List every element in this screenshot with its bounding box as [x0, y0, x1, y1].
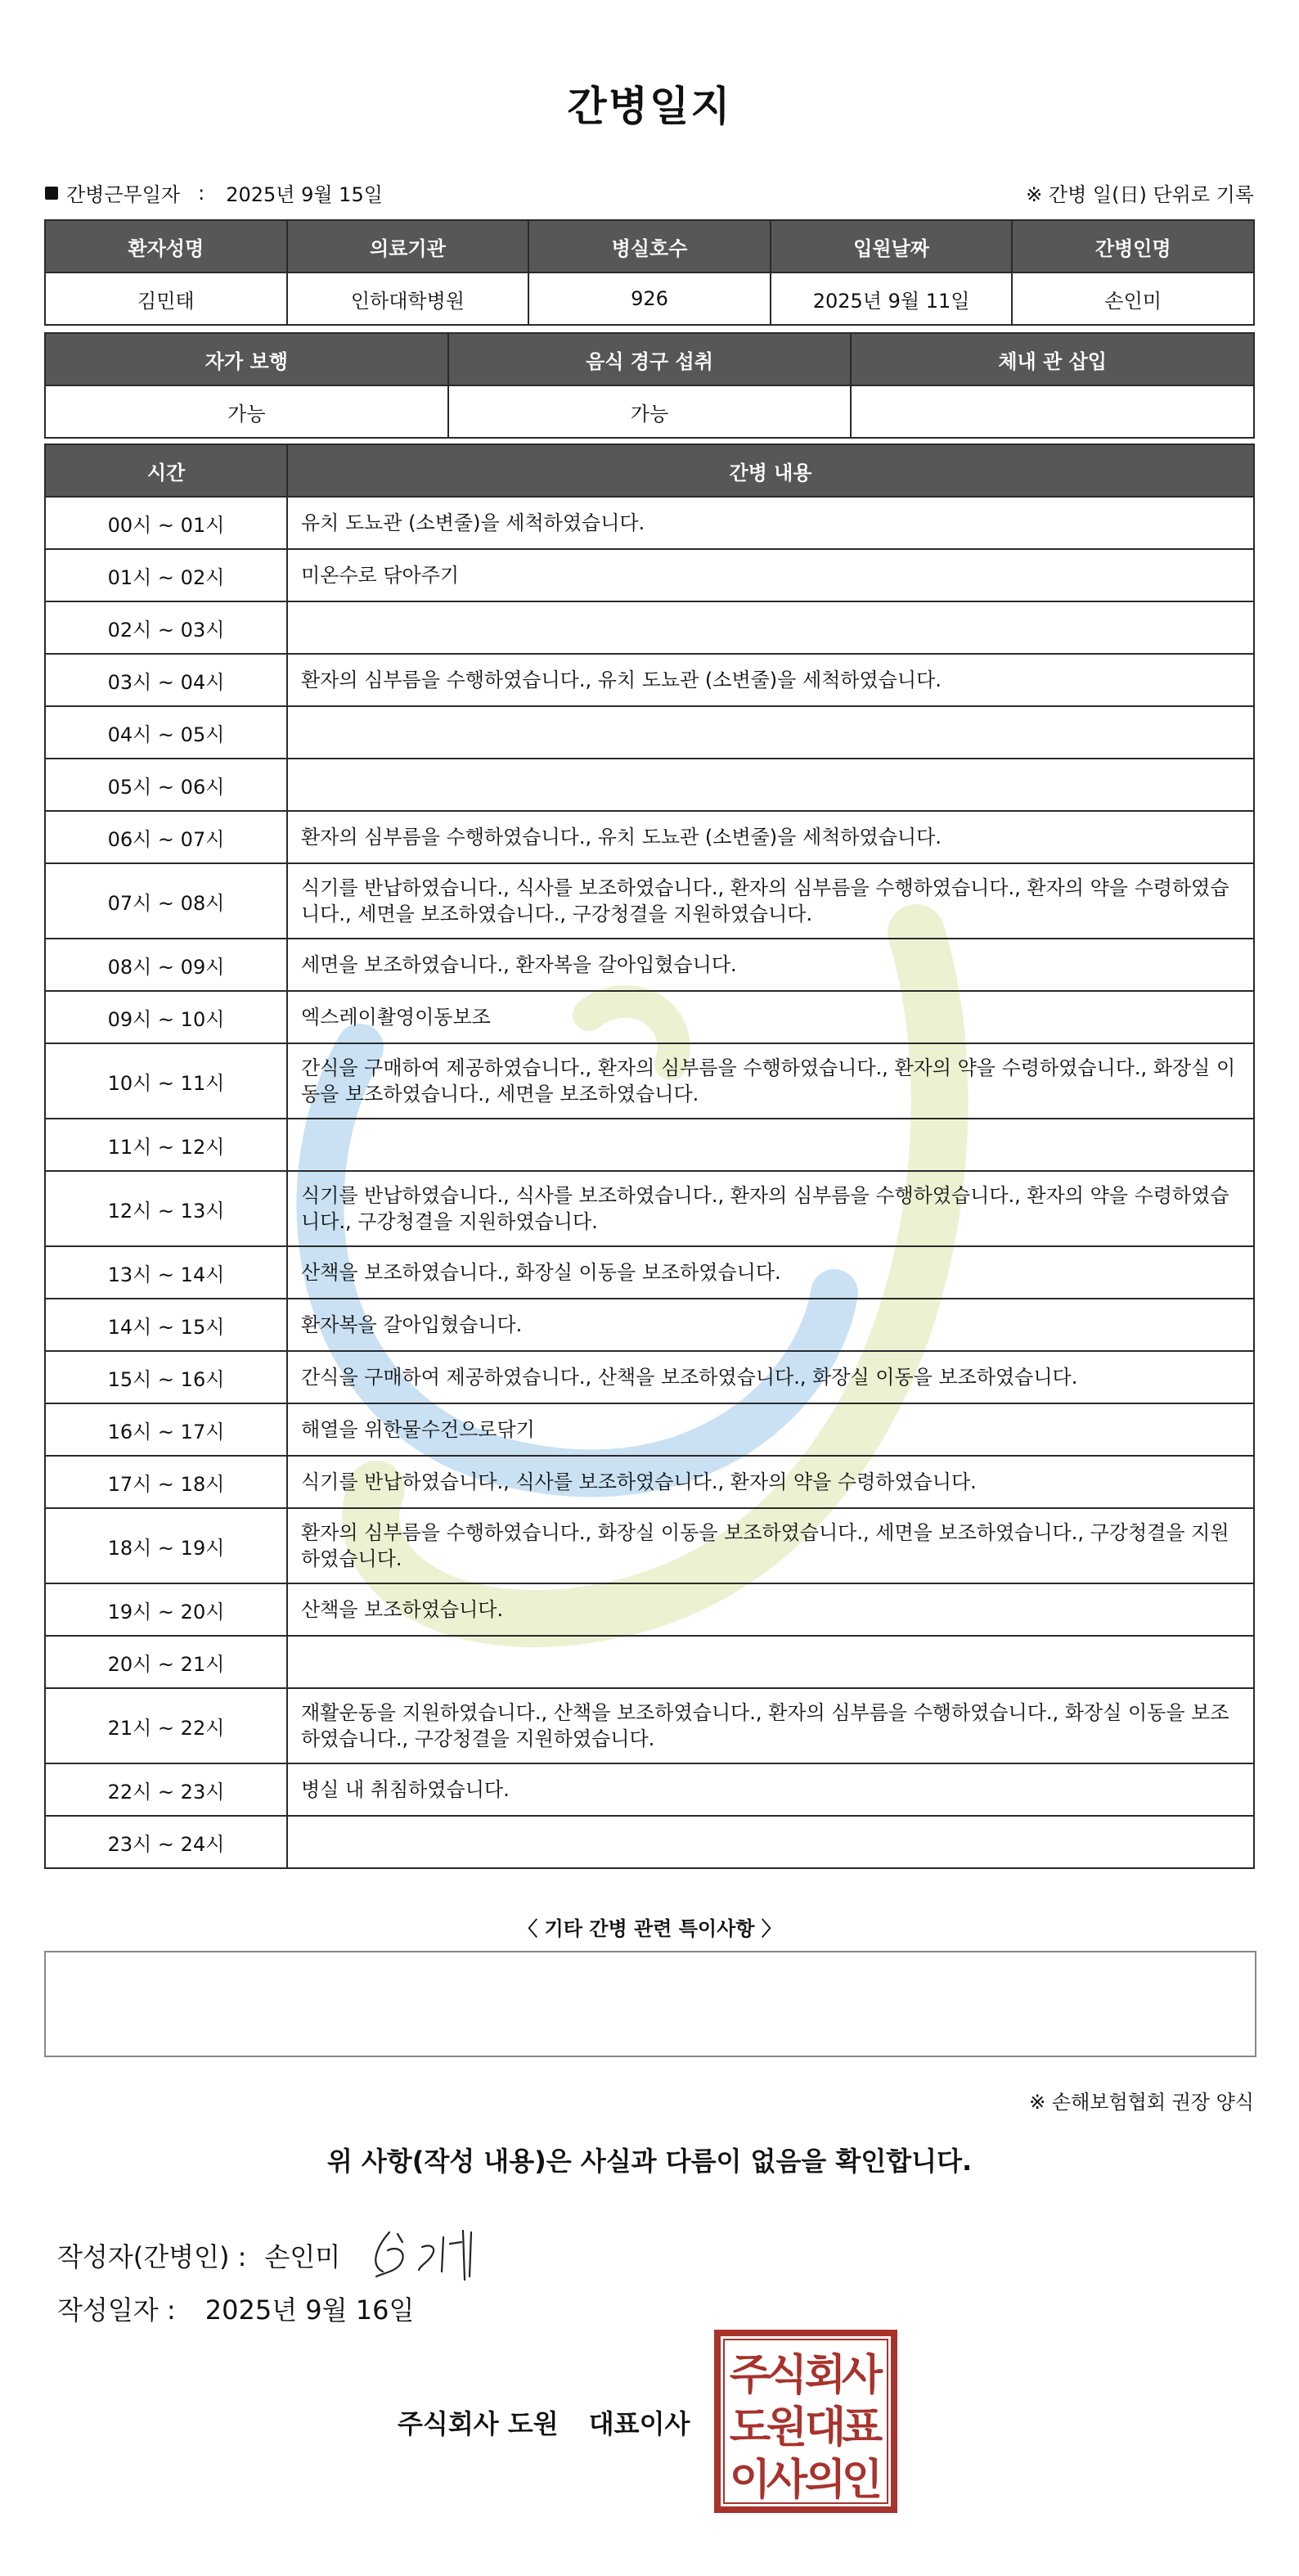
log-content — [287, 1636, 1254, 1688]
record-unit-note: ※ 간병 일(日) 단위로 기록 — [1026, 183, 1254, 206]
table-row — [45, 1351, 1254, 1403]
writer-name: 손인미 — [264, 2241, 341, 2272]
log-content: 미온수로 닦아주기 — [287, 549, 1254, 601]
svg-text:사: 사 — [766, 2456, 808, 2505]
log-content: 산책을 보조하였습니다., 화장실 이동을 보조하였습니다. — [287, 1246, 1254, 1299]
log-content: 식기를 반납하였습니다., 식사를 보조하였습니다., 환자의 심부름을 수행하였습니다., 환자의 약을 수령하였습니다., 세면을 보조하였습니다., 구강청결을 지원하였습니다. — [287, 863, 1254, 939]
header-care-content: 간병 내용 — [287, 444, 1254, 497]
admission-date: 2025년 9월 11일 — [771, 272, 1013, 325]
tube-insertion — [851, 385, 1254, 438]
table-row — [45, 1171, 1254, 1246]
svg-text:의: 의 — [804, 2456, 847, 2505]
company-ceo-title: 대표이사 — [588, 2408, 690, 2439]
log-time: 04시 ~ 05시 — [45, 706, 287, 759]
table-row — [45, 1763, 1254, 1816]
log-content — [287, 1119, 1254, 1171]
header-caregiver: 간병인명 — [1012, 220, 1254, 272]
table-row — [45, 939, 1254, 991]
table-row — [45, 759, 1254, 811]
svg-text:식: 식 — [766, 2351, 808, 2400]
log-time: 07시 ~ 08시 — [45, 863, 287, 939]
log-content: 간식을 구매하여 제공하였습니다., 산책을 보조하였습니다., 화장실 이동을 보조하였습니다. — [287, 1351, 1254, 1403]
log-content: 해열을 위한물수건으로닦기 — [287, 1403, 1254, 1456]
log-content: 유치 도뇨관 (소변줄)을 세척하였습니다. — [287, 497, 1254, 549]
svg-text:사: 사 — [841, 2351, 883, 2400]
log-time: 16시 ~ 17시 — [45, 1403, 287, 1456]
header-oral-intake: 음식 경구 섭취 — [448, 333, 852, 385]
table-row — [45, 497, 1254, 549]
work-date-value: 2025년 9월 15일 — [226, 183, 383, 206]
table-row — [45, 1246, 1254, 1299]
table-row — [45, 1043, 1254, 1119]
written-date-value: 2025년 9월 16일 — [205, 2295, 415, 2326]
log-time: 12시 ~ 13시 — [45, 1171, 287, 1246]
header-patient-name: 환자성명 — [45, 220, 287, 272]
log-content: 엑스레이촬영이동보조 — [287, 991, 1254, 1043]
company-seal-stamp — [713, 2329, 898, 2514]
svg-text:주: 주 — [729, 2351, 771, 2400]
log-content: 식기를 반납하였습니다., 식사를 보조하였습니다., 환자의 약을 수령하였습니다. — [287, 1456, 1254, 1508]
log-time: 10시 ~ 11시 — [45, 1043, 287, 1119]
header-hospital: 의료기관 — [287, 220, 529, 272]
table-row — [45, 1299, 1254, 1351]
table-row — [45, 1403, 1254, 1456]
caregiver-name: 손인미 — [1012, 272, 1254, 325]
patient-info-table — [44, 219, 1255, 326]
table-row — [45, 811, 1254, 863]
log-content: 환자의 심부름을 수행하였습니다., 화장실 이동을 보조하였습니다., 세면을 보조하였습니다., 구강청결을 지원하였습니다. — [287, 1508, 1254, 1583]
log-time: 18시 ~ 19시 — [45, 1508, 287, 1583]
log-content — [287, 706, 1254, 759]
log-time: 00시 ~ 01시 — [45, 497, 287, 549]
log-content: 환자의 심부름을 수행하였습니다., 유치 도뇨관 (소변줄)을 세척하였습니다. — [287, 654, 1254, 706]
care-log-table — [44, 444, 1255, 1869]
confirmation-statement: 위 사항(작성 내용)은 사실과 다름이 없음을 확인합니다. — [326, 2146, 973, 2177]
svg-text:원: 원 — [766, 2403, 808, 2452]
header-admission-date: 입원날짜 — [771, 220, 1013, 272]
log-content: 환자복을 갈아입혔습니다. — [287, 1299, 1254, 1351]
log-time: 05시 ~ 06시 — [45, 759, 287, 811]
ability-table — [44, 332, 1255, 439]
table-row — [45, 654, 1254, 706]
svg-text:이: 이 — [729, 2456, 771, 2505]
svg-text:표: 표 — [841, 2403, 883, 2452]
oral-intake: 가능 — [448, 385, 852, 438]
log-time: 17시 ~ 18시 — [45, 1456, 287, 1508]
log-content: 식기를 반납하였습니다., 식사를 보조하였습니다., 환자의 심부름을 수행하였습니다., 환자의 약을 수령하였습니다., 구강청결을 지원하였습니다. — [287, 1171, 1254, 1246]
log-time: 14시 ~ 15시 — [45, 1299, 287, 1351]
log-content: 병실 내 취침하였습니다. — [287, 1763, 1254, 1816]
writer-line — [57, 2222, 504, 2288]
room-number: 926 — [528, 272, 771, 325]
table-row — [45, 1456, 1254, 1508]
log-time: 06시 ~ 07시 — [45, 811, 287, 863]
header-time: 시간 — [45, 444, 287, 497]
table-row — [45, 1636, 1254, 1688]
self-walking: 가능 — [45, 385, 448, 438]
table-row — [45, 1816, 1254, 1868]
log-content: 간식을 구매하여 제공하였습니다., 환자의 심부름을 수행하였습니다., 환자의 약을 수령하였습니다., 화장실 이동을 보조하였습니다., 세면을 보조하였습니다. — [287, 1043, 1254, 1119]
table-row — [45, 601, 1254, 654]
log-time: 23시 ~ 24시 — [45, 1816, 287, 1868]
svg-text:회: 회 — [804, 2351, 847, 2400]
table-row — [45, 1119, 1254, 1171]
log-content — [287, 1816, 1254, 1868]
table-row — [45, 991, 1254, 1043]
log-time: 13시 ~ 14시 — [45, 1246, 287, 1299]
hospital: 인하대학병원 — [287, 272, 529, 325]
log-content: 환자의 심부름을 수행하였습니다., 유치 도뇨관 (소변줄)을 세척하였습니다. — [287, 811, 1254, 863]
log-time: 01시 ~ 02시 — [45, 549, 287, 601]
table-row — [45, 1688, 1254, 1763]
special-notes-heading: 〈 기타 간병 관련 특이사항 〉 — [518, 1917, 781, 1940]
header-room: 병실호수 — [528, 220, 771, 272]
table-row — [45, 1508, 1254, 1583]
handwritten-signature — [365, 2222, 504, 2288]
log-content: 재활운동을 지원하였습니다., 산책을 보조하였습니다., 환자의 심부름을 수행하였습니다., 화장실 이동을 보조하였습니다., 구강청결을 지원하였습니다. — [287, 1688, 1254, 1763]
log-content — [287, 759, 1254, 811]
log-time: 21시 ~ 22시 — [45, 1688, 287, 1763]
log-time: 09시 ~ 10시 — [45, 991, 287, 1043]
work-date — [45, 178, 383, 207]
log-time: 15시 ~ 16시 — [45, 1351, 287, 1403]
log-time: 19시 ~ 20시 — [45, 1583, 287, 1636]
header-tube-insertion: 체내 관 삽입 — [851, 333, 1254, 385]
table-row — [45, 863, 1254, 939]
document-title: 간병일지 — [567, 83, 732, 130]
company-name: 주식회사 도원 — [398, 2408, 559, 2439]
work-date-label: 간병근무일자 — [66, 183, 181, 206]
svg-text:도: 도 — [729, 2403, 771, 2452]
log-content: 산책을 보조하였습니다. — [287, 1583, 1254, 1636]
svg-text:대: 대 — [804, 2403, 847, 2452]
work-date-colon: : — [198, 181, 205, 205]
log-content: 세면을 보조하였습니다., 환자복을 갈아입혔습니다. — [287, 939, 1254, 991]
written-date-line — [57, 2290, 414, 2327]
table-row — [45, 549, 1254, 601]
table-row — [45, 706, 1254, 759]
log-time: 08시 ~ 09시 — [45, 939, 287, 991]
table-row — [45, 1583, 1254, 1636]
header-self-walking: 자가 보행 — [45, 333, 448, 385]
company-line — [398, 2403, 690, 2441]
log-time: 11시 ~ 12시 — [45, 1119, 287, 1171]
form-source-note: ※ 손해보험협회 권장 양식 — [1029, 2091, 1254, 2114]
patient-name: 김민태 — [45, 272, 287, 325]
log-time: 20시 ~ 21시 — [45, 1636, 287, 1688]
bullet-square-icon — [45, 187, 58, 200]
svg-text:인: 인 — [841, 2456, 883, 2505]
written-date-label: 작성일자 : — [57, 2295, 176, 2326]
writer-label: 작성자(간병인) : — [57, 2241, 247, 2272]
log-time: 02시 ~ 03시 — [45, 601, 287, 654]
log-content — [287, 601, 1254, 654]
log-time: 22시 ~ 23시 — [45, 1763, 287, 1816]
special-notes-box — [44, 1951, 1256, 2057]
log-time: 03시 ~ 04시 — [45, 654, 287, 706]
